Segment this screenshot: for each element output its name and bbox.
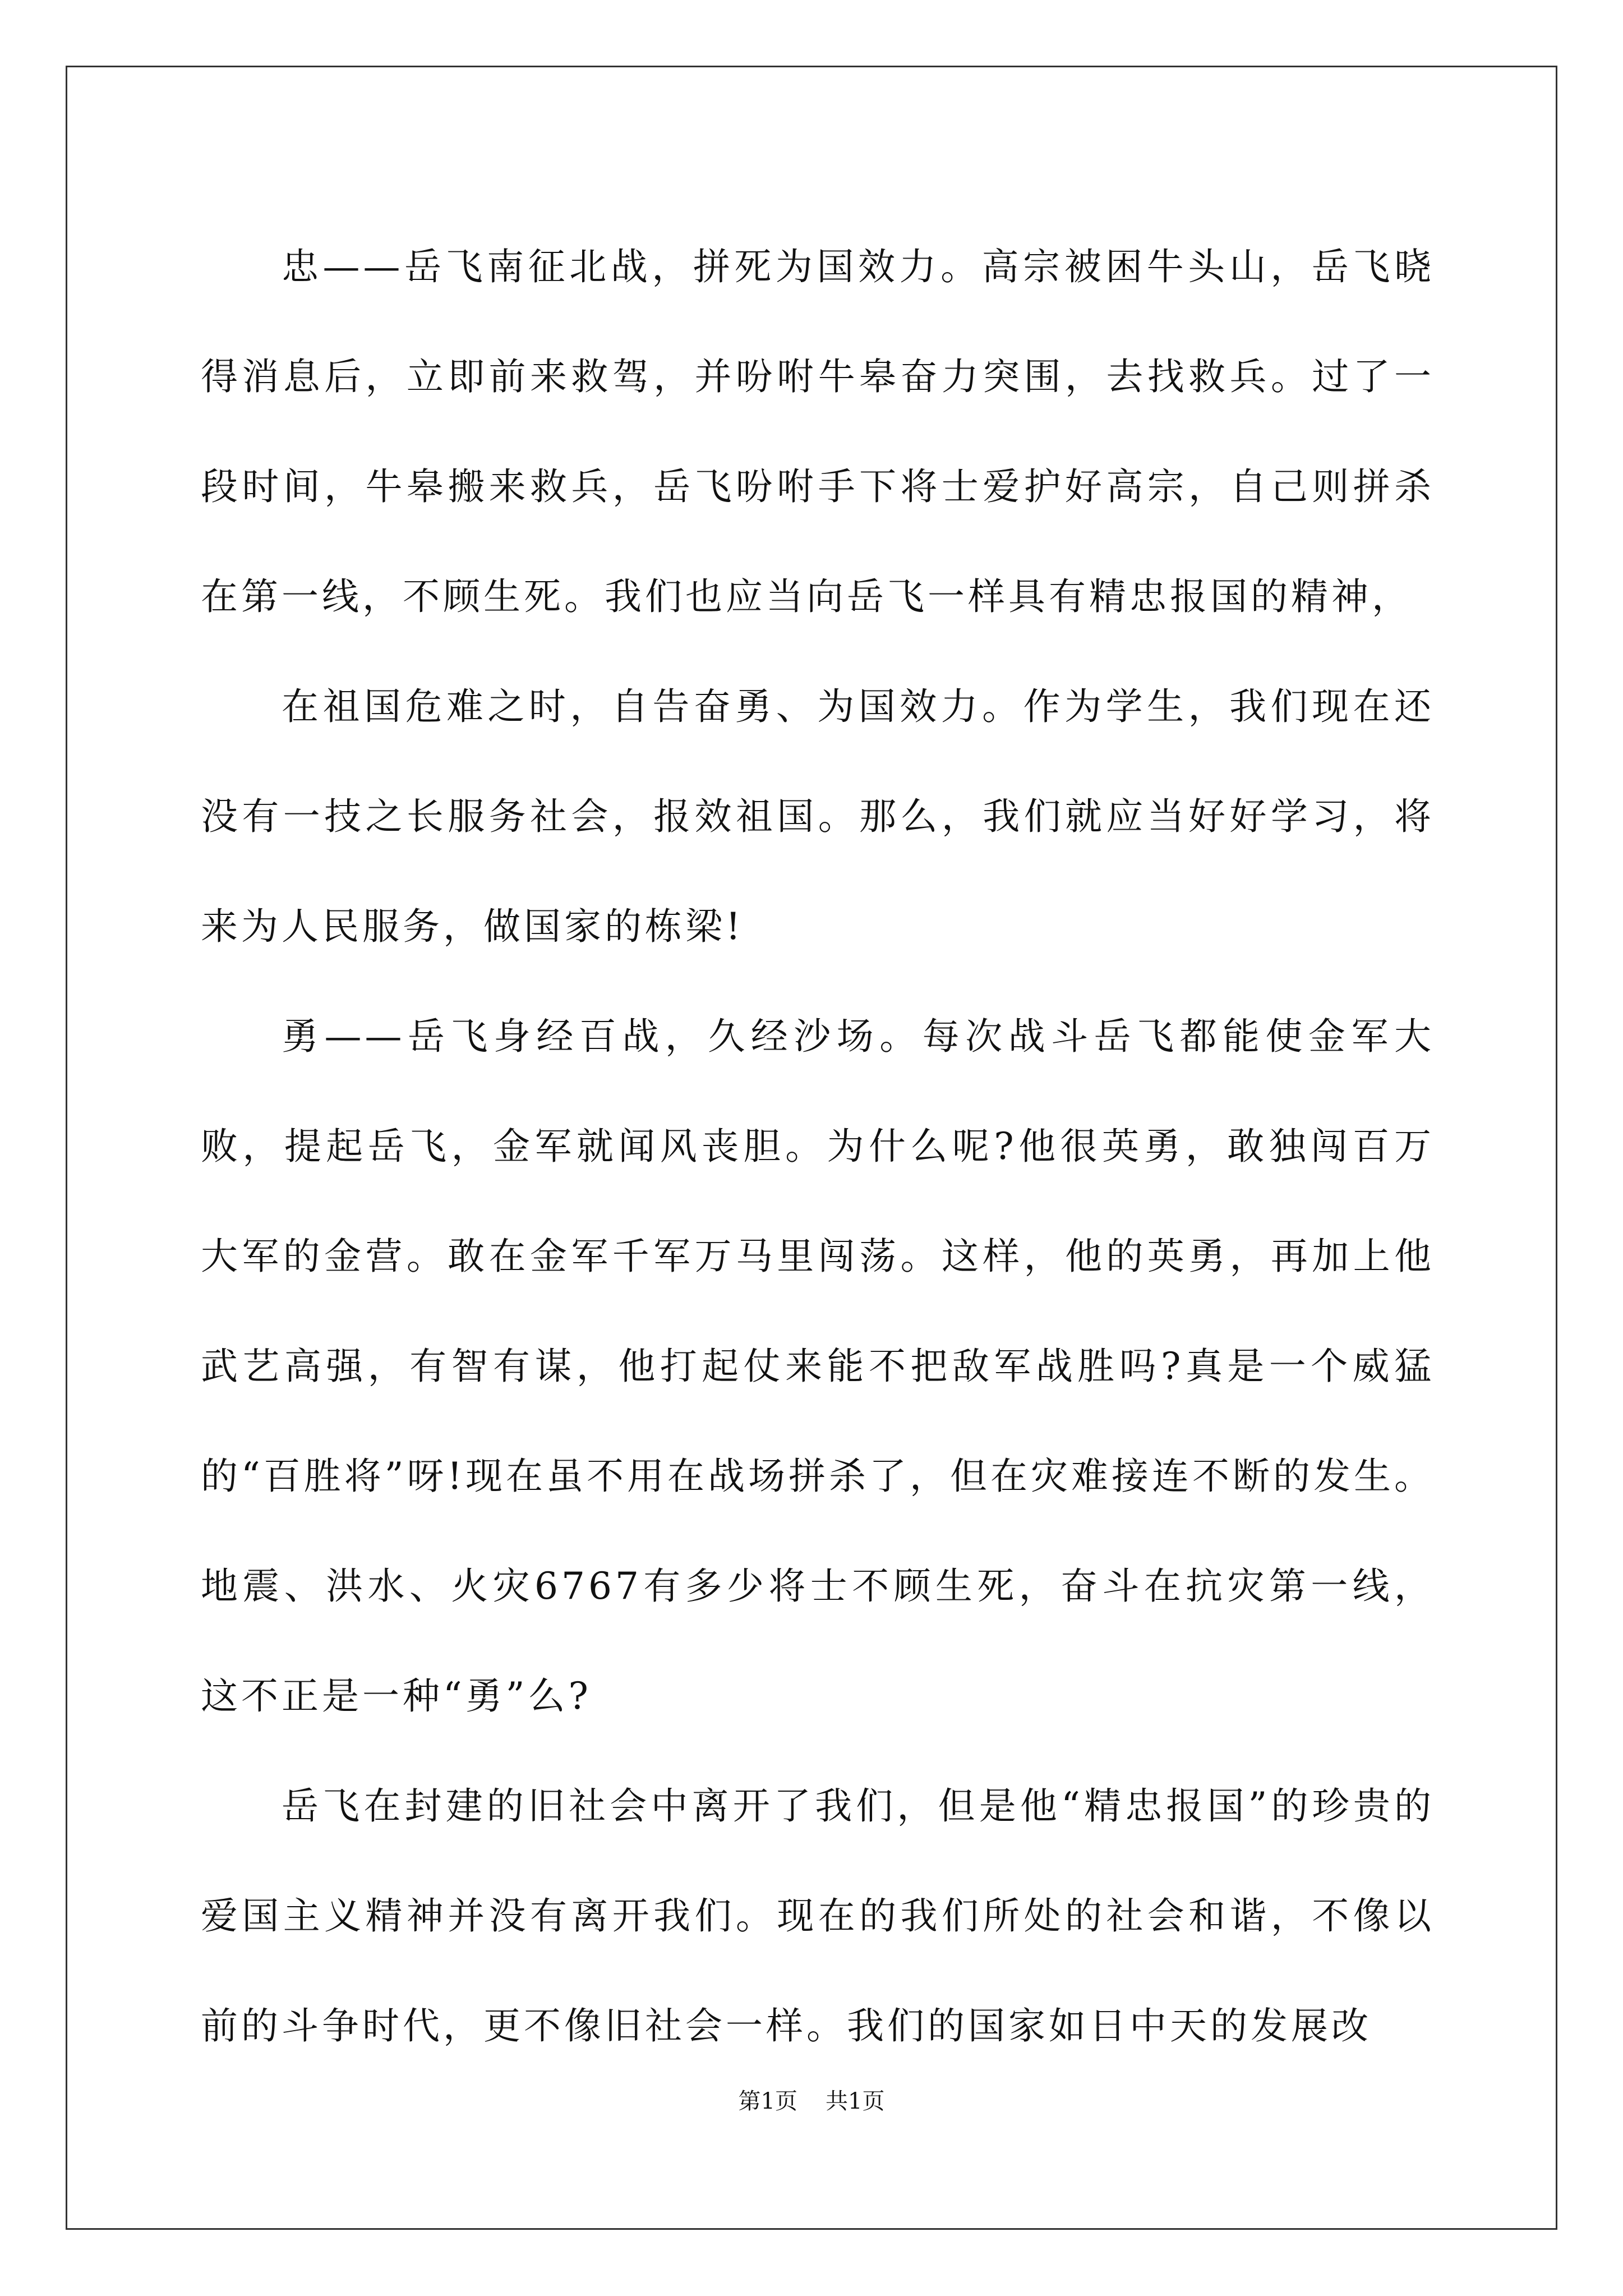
paragraph-1: 忠——岳飞南征北战，拼死为国效力。高宗被困牛头山，岳飞晓得消息后，立即前来救驾，并吩咐牛皋奋力突围，去找救兵。过了一段时间，牛皋搬来救兵，岳飞吩咐手下将士爱护好高宗，自己则拼杀在第一线，不顾生死。我们也应当向岳飞一样具有精忠报国的精神， xyxy=(201,245,1435,618)
page-total: 共1页 xyxy=(826,2088,885,2114)
paragraph-3: 勇——岳飞身经百战，久经沙场。每次战斗岳飞都能使金军大败，提起岳飞，金军就闻风丧胆。为什么呢?他很英勇，敢独闯百万大军的金营。敢在金军千军万马里闯荡。这样，他的英勇，再加上他武艺高强，有智有谋，他打起仗来能不把敌军战胜吗?真是一个威猛的“百胜将”呀!现在虽不用在战场拼杀了，但在灾难接连不断的发生。地震、洪水、火灾6767有多少将士不顾生死，奋斗在抗灾第一线，这不正是一种“勇”么? xyxy=(201,1015,1435,1718)
page-number: 第1页 xyxy=(738,2088,797,2114)
paragraph-2: 在祖国危难之时，自告奋勇、为国效力。作为学生，我们现在还没有一技之长服务社会，报效祖国。那么，我们就应当好好学习，将来为人民服务，做国家的栋梁! xyxy=(201,685,1435,948)
page-footer xyxy=(0,2083,1623,2115)
paragraph-4: 岳飞在封建的旧社会中离开了我们，但是他“精忠报国”的珍贵的爱国主义精神并没有离开我们。现在的我们所处的社会和谐，不像以前的斗争时代，更不像旧社会一样。我们的国家如日中天的发展改 xyxy=(201,1784,1435,2047)
document-body xyxy=(201,212,1435,2081)
